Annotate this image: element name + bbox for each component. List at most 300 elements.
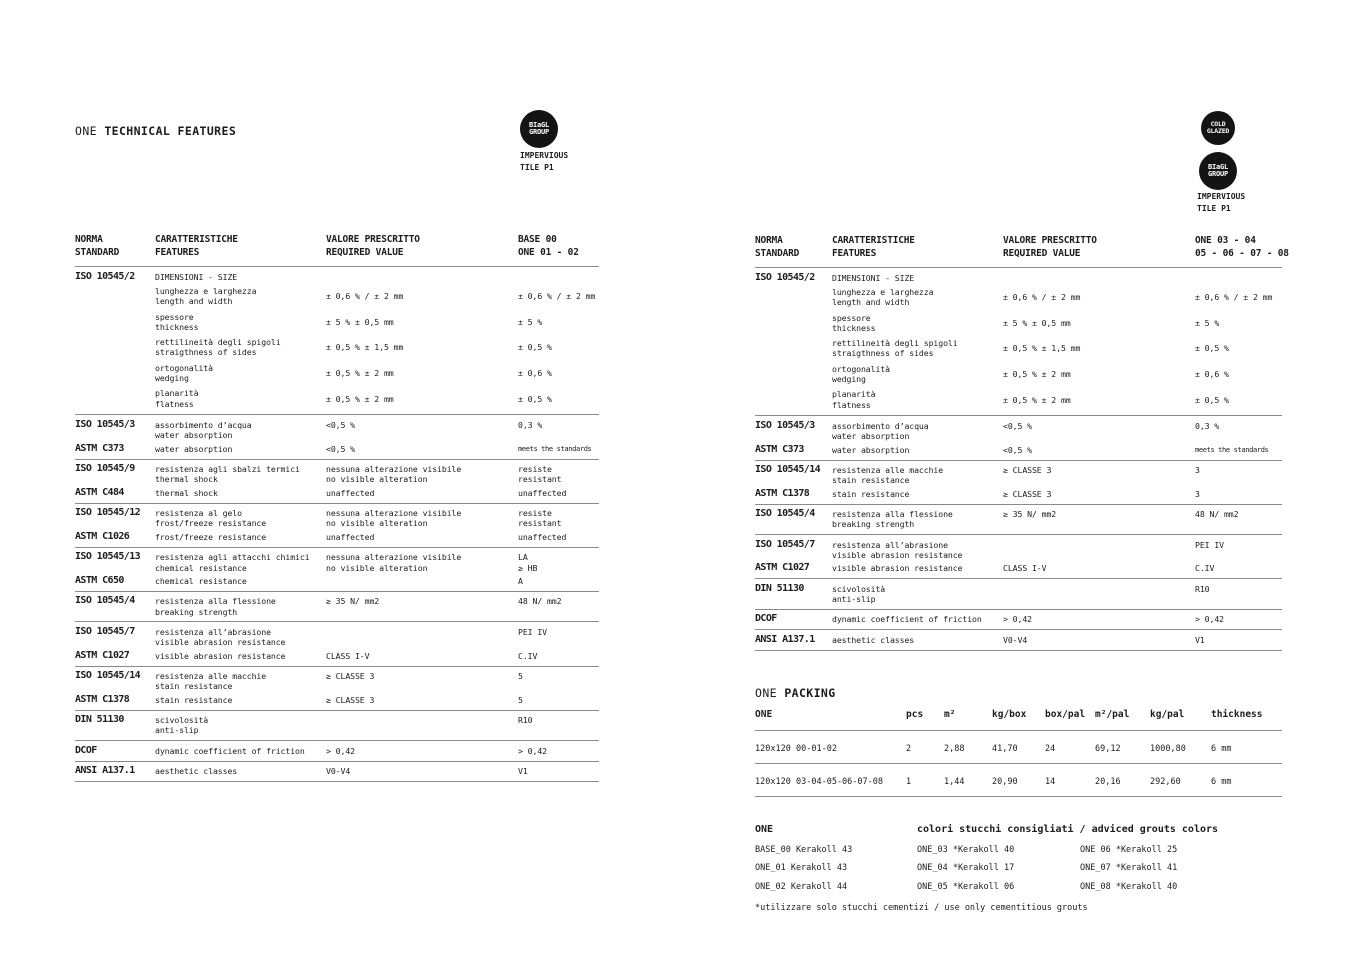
feature-name [155, 286, 326, 307]
tile-value-line: unaffected [518, 531, 567, 542]
tile-value-line: 0,3 % [518, 419, 543, 430]
required-value [1003, 489, 1195, 500]
packing-cell: 120x120 [755, 744, 791, 754]
page-title-technical-features [75, 124, 236, 138]
grout-color-cell: ONE_01 Kerakoll 43 [755, 863, 848, 873]
table-row [75, 670, 599, 694]
tile-value-line: ≥ HB [518, 562, 538, 573]
tile-value [518, 552, 599, 573]
impervious-tile-caption-left [520, 150, 568, 173]
table-row [75, 551, 599, 575]
packing-cell: 41,70 [992, 744, 1018, 754]
tile-value-line: meets the standards [1195, 445, 1269, 454]
required-value-line: CLASS I-V [1003, 563, 1047, 574]
table-header-row [755, 234, 1289, 267]
packing-cell: 1,44 [944, 777, 965, 787]
column-header-line: VALORE PRESCRITTO [1003, 235, 1097, 246]
tile-value-line: > 0,42 [1195, 614, 1224, 625]
feature-name [832, 465, 1003, 486]
grout-color-cell: ONE_03 *Kerakoll 40 [917, 844, 1015, 855]
feature-name [832, 540, 1003, 561]
required-value [1003, 369, 1195, 379]
badge-line: GLAZED [1206, 127, 1230, 135]
standard-code: ASTM C1378 [75, 693, 130, 705]
standard-code: ASTM C373 [75, 442, 124, 454]
feature-line: rettilineità degli spigoli [832, 338, 958, 349]
table-row [755, 487, 1282, 501]
technical-features-table-right [755, 234, 1289, 651]
feature-line: thermal shock [155, 474, 218, 485]
tile-value-line: R10 [1195, 583, 1210, 594]
required-value [1003, 465, 1195, 486]
tile-value-line: resistant [518, 518, 562, 529]
tile-value [518, 766, 599, 777]
required-value [326, 715, 518, 736]
required-value [326, 766, 518, 777]
packing-column-header: kg/pal [1150, 709, 1185, 720]
feature-line: breaking strength [155, 606, 238, 617]
standard-code: ANSI A137.1 [75, 765, 135, 777]
tile-value-line: resistant [518, 474, 562, 485]
tile-value [518, 695, 599, 706]
table-row [75, 309, 599, 335]
required-value-line: ± 0,5 % ± 2 mm [326, 367, 394, 378]
feature-name [832, 273, 1003, 284]
tile-value [518, 317, 599, 327]
standard-code: ASTM C1027 [75, 649, 130, 661]
feature-line: thickness [832, 322, 876, 333]
column-header-line: CARATTERISTICHE [832, 235, 915, 246]
tile-value-line: meets the standards [518, 444, 592, 453]
required-value-line: no visible alteration [326, 474, 428, 485]
feature-line: water absorption [832, 431, 910, 442]
feature-name [832, 563, 1003, 574]
required-value [1003, 318, 1195, 328]
standard-code: ANSI A137.1 [755, 633, 815, 645]
table-row [755, 387, 1282, 413]
tile-value [1195, 563, 1282, 574]
badge-line: BIaGL [528, 120, 550, 129]
table-section [75, 761, 599, 782]
feature-line: resistenza all’abrasione [155, 626, 271, 637]
standard-code: ISO 10545/3 [755, 419, 815, 431]
required-value-line: ≥ CLASSE 3 [1003, 488, 1052, 499]
tile-value [1195, 421, 1282, 442]
standard-code: ISO 10545/2 [755, 271, 815, 283]
tile-value [1195, 395, 1282, 405]
required-value-line: ± 0,5 % ± 1,5 mm [1003, 343, 1081, 354]
feature-line: lunghezza e larghezza [155, 286, 257, 296]
feature-line: anti-slip [155, 725, 199, 736]
column-header [832, 234, 1003, 260]
feature-name [832, 509, 1003, 530]
packing-column-header: thickness [1211, 709, 1263, 720]
packing-cell: 1 [906, 777, 912, 787]
required-value-line: <0,5 % [1003, 420, 1032, 431]
tile-value [1195, 369, 1282, 379]
packing-column-header: m² [944, 709, 956, 720]
packing-title [755, 686, 836, 700]
required-value [326, 368, 518, 378]
feature-line: dynamic coefficient of friction [155, 745, 305, 756]
tile-value [518, 651, 599, 662]
table-section [75, 666, 599, 710]
table-row [75, 744, 599, 758]
table-row [75, 714, 599, 738]
standard-code: ISO 10545/4 [755, 508, 815, 520]
required-value-line: ± 0,6 % / ± 2 mm [326, 291, 404, 302]
tile-value-line: 48 N/ mm2 [518, 596, 562, 607]
required-value [1003, 445, 1195, 456]
tile-value-line: V1 [1195, 634, 1205, 645]
column-header [155, 233, 326, 259]
table-section [75, 459, 599, 503]
tile-value-line: 3 [1195, 465, 1200, 476]
column-header-line: FEATURES [155, 247, 200, 258]
table-section [755, 504, 1282, 535]
feature-line: assorbimento d’acqua [155, 419, 252, 430]
required-value [326, 317, 518, 327]
table-section [755, 460, 1282, 504]
feature-line: straigthness of sides [155, 347, 257, 358]
feature-line: resistenza alle macchie [832, 465, 944, 476]
feature-line: breaking strength [832, 519, 915, 530]
feature-line: thickness [155, 321, 199, 332]
grout-header-title: colori stucchi consigliati / adviced grouts colors [917, 824, 1219, 835]
tile-value-line: ± 0,6 % [518, 367, 552, 378]
packing-row [755, 764, 1282, 797]
standard-code: ISO 10545/3 [75, 418, 135, 430]
table-row [755, 538, 1282, 562]
tile-value [1195, 489, 1282, 500]
tile-value-line: ± 0,6 % / ± 2 mm [518, 291, 596, 302]
caption-line: IMPERVIOUS [1197, 192, 1246, 201]
feature-line: visible abrasion resistance [832, 563, 963, 574]
column-header [518, 233, 599, 259]
required-value [1003, 343, 1195, 353]
grout-colors-header [755, 824, 1295, 836]
tile-value [1195, 318, 1282, 328]
tile-value [518, 368, 599, 378]
tile-value-line: 48 N/ mm2 [1195, 509, 1239, 520]
feature-line: water absorption [155, 430, 233, 441]
column-header [326, 233, 518, 259]
table-body [755, 267, 1282, 651]
tile-value [518, 746, 599, 757]
table-section [755, 267, 1282, 415]
packing-cell: 2 [906, 744, 912, 754]
grout-color-list [755, 845, 1295, 892]
tile-value-line: unaffected [518, 487, 567, 498]
required-value-line: CLASS I-V [326, 650, 370, 661]
tile-value [1195, 273, 1282, 284]
table-row [75, 442, 599, 456]
tile-value [1195, 292, 1282, 302]
feature-line: planarità [832, 389, 876, 400]
required-value [326, 651, 518, 662]
required-value-line: > 0,42 [1003, 614, 1032, 625]
table-row [755, 443, 1282, 457]
required-value-line: <0,5 % [1003, 444, 1032, 455]
column-header-line: STANDARD [755, 248, 800, 259]
tile-value-line: ± 5 % [518, 316, 543, 327]
column-header-line: VALORE PRESCRITTO [326, 234, 420, 245]
column-header-line: REQUIRED VALUE [326, 247, 404, 258]
table-row [755, 361, 1282, 387]
tile-value-line: 5 [518, 671, 523, 682]
required-value [326, 596, 518, 617]
feature-line: resistenza agli sbalzi termici [155, 464, 300, 475]
caption-line: TILE P1 [520, 162, 554, 172]
required-value [1003, 584, 1195, 605]
feature-name [155, 746, 326, 757]
feature-name [155, 695, 326, 706]
feature-name [832, 584, 1003, 605]
required-value-line: nessuna alterazione visibile [326, 464, 462, 475]
required-value-line: nessuna alterazione visibile [326, 508, 462, 519]
standard-code: ASTM C1027 [755, 562, 810, 574]
feature-line: stain resistance [155, 694, 233, 705]
packing-cell: 20,90 [992, 777, 1018, 787]
table-section [75, 547, 599, 591]
table-row [75, 574, 599, 588]
column-header-line: NORMA [75, 234, 103, 245]
tile-value-line: A [518, 575, 523, 586]
standard-code: ISO 10545/2 [75, 270, 135, 282]
required-value-line: ± 5 % ± 0,5 mm [326, 316, 394, 327]
feature-line: assorbimento d’acqua [832, 420, 929, 431]
standard-code: DIN 51130 [75, 714, 124, 726]
feature-line: length and width [155, 296, 233, 307]
table-row [75, 284, 599, 310]
grout-color-cell: BASE_00 Kerakoll 43 [755, 844, 853, 855]
column-header-line: ONE 03 - 04 [1195, 235, 1256, 246]
required-value-line: ± 0,5 % ± 2 mm [326, 393, 394, 404]
required-value [326, 532, 518, 543]
tile-value-line: ± 0,5 % [1195, 394, 1229, 405]
tile-value [518, 715, 599, 736]
tile-value-line: ± 0,6 % [1195, 368, 1229, 379]
table-section [75, 503, 599, 547]
column-header-line: 05 - 06 - 07 - 08 [1195, 248, 1289, 259]
required-value [326, 576, 518, 587]
table-row [755, 464, 1282, 488]
required-value-line: V0-V4 [326, 766, 351, 777]
table-row [755, 271, 1282, 285]
feature-name [155, 532, 326, 543]
standard-code: ASTM C484 [75, 486, 124, 498]
tile-value-line: ± 0,5 % [518, 342, 552, 353]
tile-value [518, 342, 599, 352]
feature-name [832, 421, 1003, 442]
tile-value [518, 488, 599, 499]
feature-line: water absorption [832, 444, 910, 455]
feature-name [155, 576, 326, 587]
table-body [75, 266, 599, 782]
required-value-line: ≥ CLASSE 3 [326, 694, 375, 705]
table-row [755, 508, 1282, 532]
feature-line: stain resistance [155, 681, 233, 692]
required-value-line: ≥ 35 N/ mm2 [1003, 509, 1057, 520]
table-row [755, 419, 1282, 443]
tile-value-line: LA [518, 552, 528, 563]
feature-name [832, 364, 1003, 385]
required-value [326, 464, 518, 485]
table-row [75, 486, 599, 500]
standard-code: ISO 10545/7 [75, 625, 135, 637]
packing-column-header: ONE [755, 709, 773, 720]
table-section [755, 415, 1282, 459]
column-header [755, 234, 832, 260]
tile-value [518, 508, 599, 529]
required-value [326, 291, 518, 301]
feature-name [155, 552, 326, 573]
feature-name [832, 614, 1003, 625]
tile-value [1195, 635, 1282, 646]
packing-cell: 6 mm [1211, 744, 1232, 754]
required-value [1003, 563, 1195, 574]
table-row [75, 649, 599, 663]
table-row [75, 625, 599, 649]
page-title-main: TECHNICAL FEATURES [104, 124, 237, 138]
tile-value-line: resiste [518, 464, 552, 475]
column-header-line: STANDARD [75, 247, 120, 258]
tile-value [518, 627, 599, 648]
table-row [75, 360, 599, 386]
standard-code: ASTM C373 [755, 443, 804, 455]
feature-line: DIMENSIONI - SIZE [155, 271, 238, 282]
grout-header-one: ONE [755, 824, 774, 835]
feature-line: ortogonalità [155, 362, 213, 373]
feature-line: visible abrasion resistance [155, 650, 286, 661]
tile-value [518, 671, 599, 692]
cold-glazed-badge-icon [1201, 111, 1235, 145]
packing-cell: 03-04-05-06-07-08 [796, 777, 883, 787]
feature-line: flatness [832, 399, 871, 410]
standard-code: ISO 10545/14 [75, 670, 141, 682]
feature-name [155, 488, 326, 499]
badge-line: BIaGL [1207, 162, 1229, 171]
feature-name [832, 338, 1003, 359]
standard-code: DCOF [755, 613, 777, 625]
packing-row [755, 731, 1282, 764]
required-value [1003, 540, 1195, 561]
table-section [75, 710, 599, 741]
required-value [326, 420, 518, 441]
required-value [326, 671, 518, 692]
table-row [75, 507, 599, 531]
feature-line: dynamic coefficient of friction [832, 614, 982, 625]
packing-column-header: m²/pal [1095, 709, 1130, 720]
required-value-line: no visible alteration [326, 518, 428, 529]
column-header-line: REQUIRED VALUE [1003, 248, 1081, 259]
feature-line: wedging [155, 373, 189, 384]
feature-name [155, 363, 326, 384]
caption-line: TILE P1 [1197, 203, 1231, 213]
required-value-line: ± 0,5 % ± 2 mm [1003, 394, 1071, 405]
packing-column-header: box/pal [1045, 709, 1086, 720]
feature-line: wedging [832, 374, 866, 385]
required-value [1003, 273, 1195, 284]
feature-name [155, 766, 326, 777]
feature-line: scivolosità [832, 583, 886, 594]
feature-line: ortogonalità [832, 363, 890, 374]
required-value [326, 342, 518, 352]
tile-value-line: R10 [518, 715, 533, 726]
required-value [1003, 395, 1195, 405]
grout-color-cell: ONE_02 Kerakoll 44 [755, 881, 848, 892]
tile-value-line: V1 [518, 766, 528, 777]
grout-color-cell: ONE 06 *Kerakoll 25 [1080, 844, 1178, 855]
tile-value-line: PEI IV [1195, 539, 1224, 550]
packing-column-header: kg/box [992, 709, 1027, 720]
grout-color-row [755, 882, 1295, 892]
table-row [75, 335, 599, 361]
tile-value [518, 272, 599, 283]
feature-name [832, 389, 1003, 410]
required-value-line: no visible alteration [326, 562, 428, 573]
biagl-group-badge-icon-right [1199, 152, 1237, 190]
tile-value [518, 444, 599, 455]
feature-name [155, 596, 326, 617]
required-value-line: <0,5 % [326, 419, 355, 430]
required-value-line: unaffected [326, 531, 375, 542]
required-value [326, 508, 518, 529]
required-value-line: nessuna alterazione visibile [326, 552, 462, 563]
feature-line: spessore [155, 311, 194, 322]
grout-color-cell: ONE_04 *Kerakoll 17 [917, 863, 1015, 873]
required-value [1003, 421, 1195, 442]
table-row [75, 418, 599, 442]
packing-cell: 120x120 [755, 777, 791, 787]
required-value [326, 444, 518, 455]
tile-value-line: resiste [518, 508, 552, 519]
tile-value [1195, 584, 1282, 605]
table-section [75, 414, 599, 458]
table-section [75, 266, 599, 414]
tile-value [518, 420, 599, 441]
grout-color-cell: ONE_08 *Kerakoll 40 [1080, 881, 1178, 892]
tile-value [518, 464, 599, 485]
required-value [326, 695, 518, 706]
table-row [755, 336, 1282, 362]
column-header [75, 233, 155, 259]
standard-code: ASTM C650 [75, 574, 124, 586]
feature-line: stain resistance [832, 475, 910, 486]
tile-value [1195, 509, 1282, 530]
table-row [75, 386, 599, 412]
grout-footnote: *utilizzare solo stucchi cementizi / use only cementitious grouts [755, 903, 1088, 913]
tile-value-line: ± 0,5 % [518, 393, 552, 404]
standard-code: ISO 10545/14 [755, 464, 821, 476]
feature-line: stain resistance [832, 488, 910, 499]
feature-line: visible abrasion resistance [155, 637, 286, 648]
tile-value [518, 291, 599, 301]
required-value [1003, 635, 1195, 646]
packing-cell: 292,60 [1150, 777, 1181, 787]
table-row [75, 270, 599, 284]
packing-header-row [755, 699, 1282, 731]
feature-line: length and width [832, 297, 910, 308]
packing-title-main: PACKING [784, 686, 836, 700]
packing-cell: 6 mm [1211, 777, 1232, 787]
table-row [755, 285, 1282, 311]
feature-line: resistenza al gelo [155, 508, 242, 519]
required-value [326, 488, 518, 499]
tile-value [518, 532, 599, 543]
feature-name [155, 715, 326, 736]
feature-name [155, 651, 326, 662]
